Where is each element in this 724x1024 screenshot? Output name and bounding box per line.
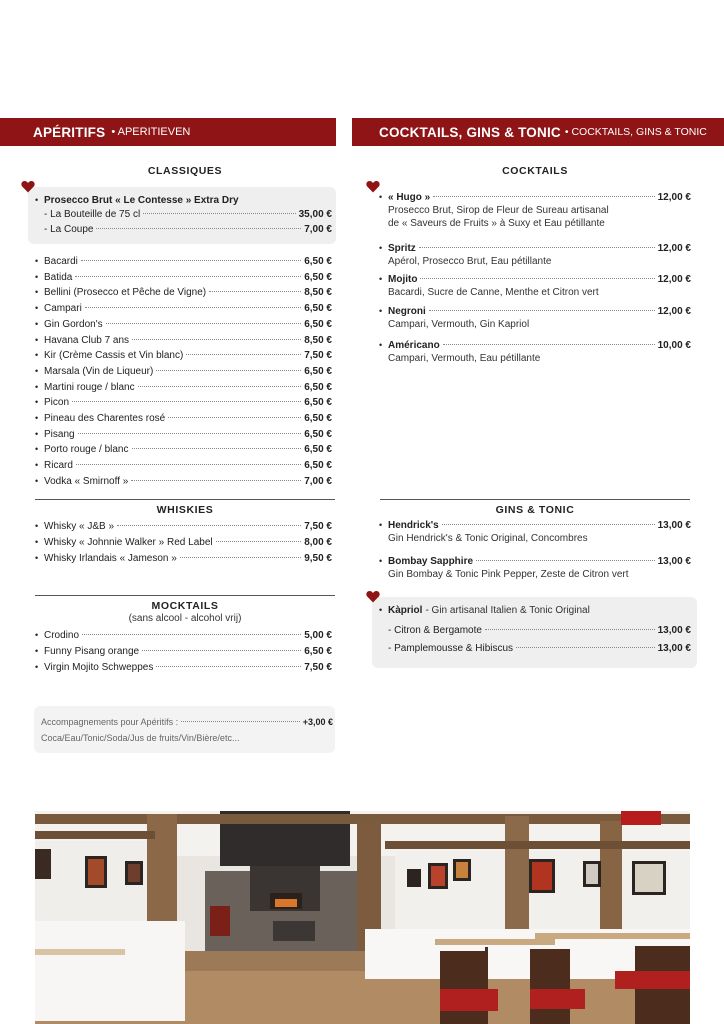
aperitifs-banner-title: APÉRITIFS — [33, 124, 106, 140]
menu-item: • Bellini (Prosecco et Pêche de Vigne) 8,50 € — [35, 287, 332, 299]
restaurant-interior-illustration — [35, 811, 690, 1024]
menu-item: • Marsala (Vin de Liqueur) 6,50 € — [35, 365, 332, 377]
kapriol-option: - Citron & Bergamote 13,00 € — [388, 625, 691, 636]
gin-desc: Gin Hendrick's & Tonic Original, Concombres — [388, 533, 588, 544]
menu-item: • Bacardi 6,50 € — [35, 256, 332, 267]
menu-item: • Picon 6,50 € — [35, 397, 332, 409]
menu-item: • Crodino 5,00 € — [35, 630, 332, 641]
mocktails-subtitle: (sans alcool - alcohol vrij) — [128, 613, 242, 624]
cocktail-desc: Campari, Vermouth, Eau pétillante — [388, 353, 541, 364]
cocktail-item: • Américano 10,00 € — [379, 340, 691, 351]
whiskies-title: WHISKIES — [156, 504, 214, 516]
heart-icon — [366, 180, 380, 193]
menu-item: • Funny Pisang orange 6,50 € — [35, 646, 332, 657]
accompaniments-box — [34, 706, 335, 753]
restaurant-photo — [35, 811, 690, 1024]
menu-item: • Pisang 6,50 € — [35, 428, 332, 440]
menu-item: • Ricard 6,50 € — [35, 460, 332, 472]
divider — [35, 595, 335, 596]
accompaniments-row: Accompagnements pour Apéritifs : +3,00 € — [41, 717, 333, 727]
heart-icon — [366, 590, 380, 603]
prosecco-name: Prosecco Brut « Le Contesse » Extra Dry — [44, 195, 239, 206]
prosecco-option: - La Coupe 7,00 € — [44, 224, 332, 235]
cocktail-desc: Bacardi, Sucre de Canne, Menthe et Citron vert — [388, 287, 599, 298]
divider — [35, 499, 335, 500]
accompaniments-options: Coca/Eau/Tonic/Soda/Jus de fruits/Vin/Bière/etc... — [41, 733, 240, 743]
aperitifs-banner — [0, 118, 336, 146]
menu-item: • Whisky « Johnnie Walker » Red Label 8,00 € — [35, 537, 332, 548]
cocktail-desc: Campari, Vermouth, Gin Kapriol — [388, 319, 530, 330]
cocktails-banner-title: COCKTAILS, GINS & TONIC — [379, 124, 561, 140]
cocktail-item: • Mojito 12,00 € — [379, 274, 691, 285]
classiques-title: CLASSIQUES — [147, 165, 223, 177]
menu-item: • Gin Gordon's 6,50 € — [35, 318, 332, 330]
prosecco-option: - La Bouteille de 75 cl 35,00 € — [44, 209, 332, 220]
aperitifs-banner-sub: • APERITIEVEN — [111, 126, 191, 138]
cocktail-desc: Prosecco Brut, Sirop de Fleur de Sureau artisanal — [388, 205, 609, 216]
prosecco-featured: • Prosecco Brut « Le Contesse » Extra Dry — [35, 195, 239, 206]
heart-icon — [21, 180, 35, 193]
menu-item: • Virgin Mojito Schweppes 7,50 € — [35, 662, 332, 673]
cocktail-desc: Apérol, Prosecco Brut, Eau pétillante — [388, 256, 552, 267]
cocktail-desc: de « Saveurs de Fruits » à Suxy et Eau pétillante — [388, 218, 605, 229]
divider — [380, 499, 690, 500]
kapriol-name: Kàpriol — [388, 605, 423, 616]
cocktail-item: • Negroni 12,00 € — [379, 306, 691, 317]
menu-item: • Porto rouge / blanc 6,50 € — [35, 444, 332, 456]
menu-item: • Martini rouge / blanc 6,50 € — [35, 381, 332, 393]
cocktail-item: • Spritz 12,00 € — [379, 243, 691, 254]
menu-item: • Vodka « Smirnoff » 7,00 € — [35, 475, 332, 487]
menu-item: • Pineau des Charentes rosé 6,50 € — [35, 413, 332, 424]
kapriol-desc: - Gin artisanal Italien & Tonic Original — [425, 605, 590, 616]
cocktails-banner — [352, 118, 724, 146]
menu-item: • Whisky Irlandais « Jameson » 9,50 € — [35, 553, 332, 564]
mocktails-title: MOCKTAILS — [151, 600, 219, 612]
gin-item: • Bombay Sapphire 13,00 € — [379, 556, 691, 567]
menu-item: • Campari 6,50 € — [35, 303, 332, 315]
menu-item: • Havana Club 7 ans 8,50 € — [35, 334, 332, 346]
gin-item: • Hendrick's 13,00 € — [379, 520, 691, 531]
menu-item: • Kir (Crème Cassis et Vin blanc) 7,50 € — [35, 350, 332, 362]
kapriol-item: • Kàpriol - Gin artisanal Italien & Tonic Original — [379, 605, 590, 616]
menu-item: • Whisky « J&B » 7,50 € — [35, 521, 332, 532]
cocktails-title: COCKTAILS — [502, 165, 568, 177]
cocktail-item: • « Hugo » 12,00 € — [379, 192, 691, 203]
menu-item: • Batida 6,50 € — [35, 271, 332, 283]
gin-desc: Gin Bombay & Tonic Pink Pepper, Zeste de Citron vert — [388, 569, 629, 580]
cocktails-banner-sub: • COCKTAILS, GINS & TONIC — [564, 126, 707, 138]
kapriol-option: - Pamplemousse & Hibiscus 13,00 € — [388, 643, 691, 654]
gins-title: GINS & TONIC — [495, 504, 575, 516]
